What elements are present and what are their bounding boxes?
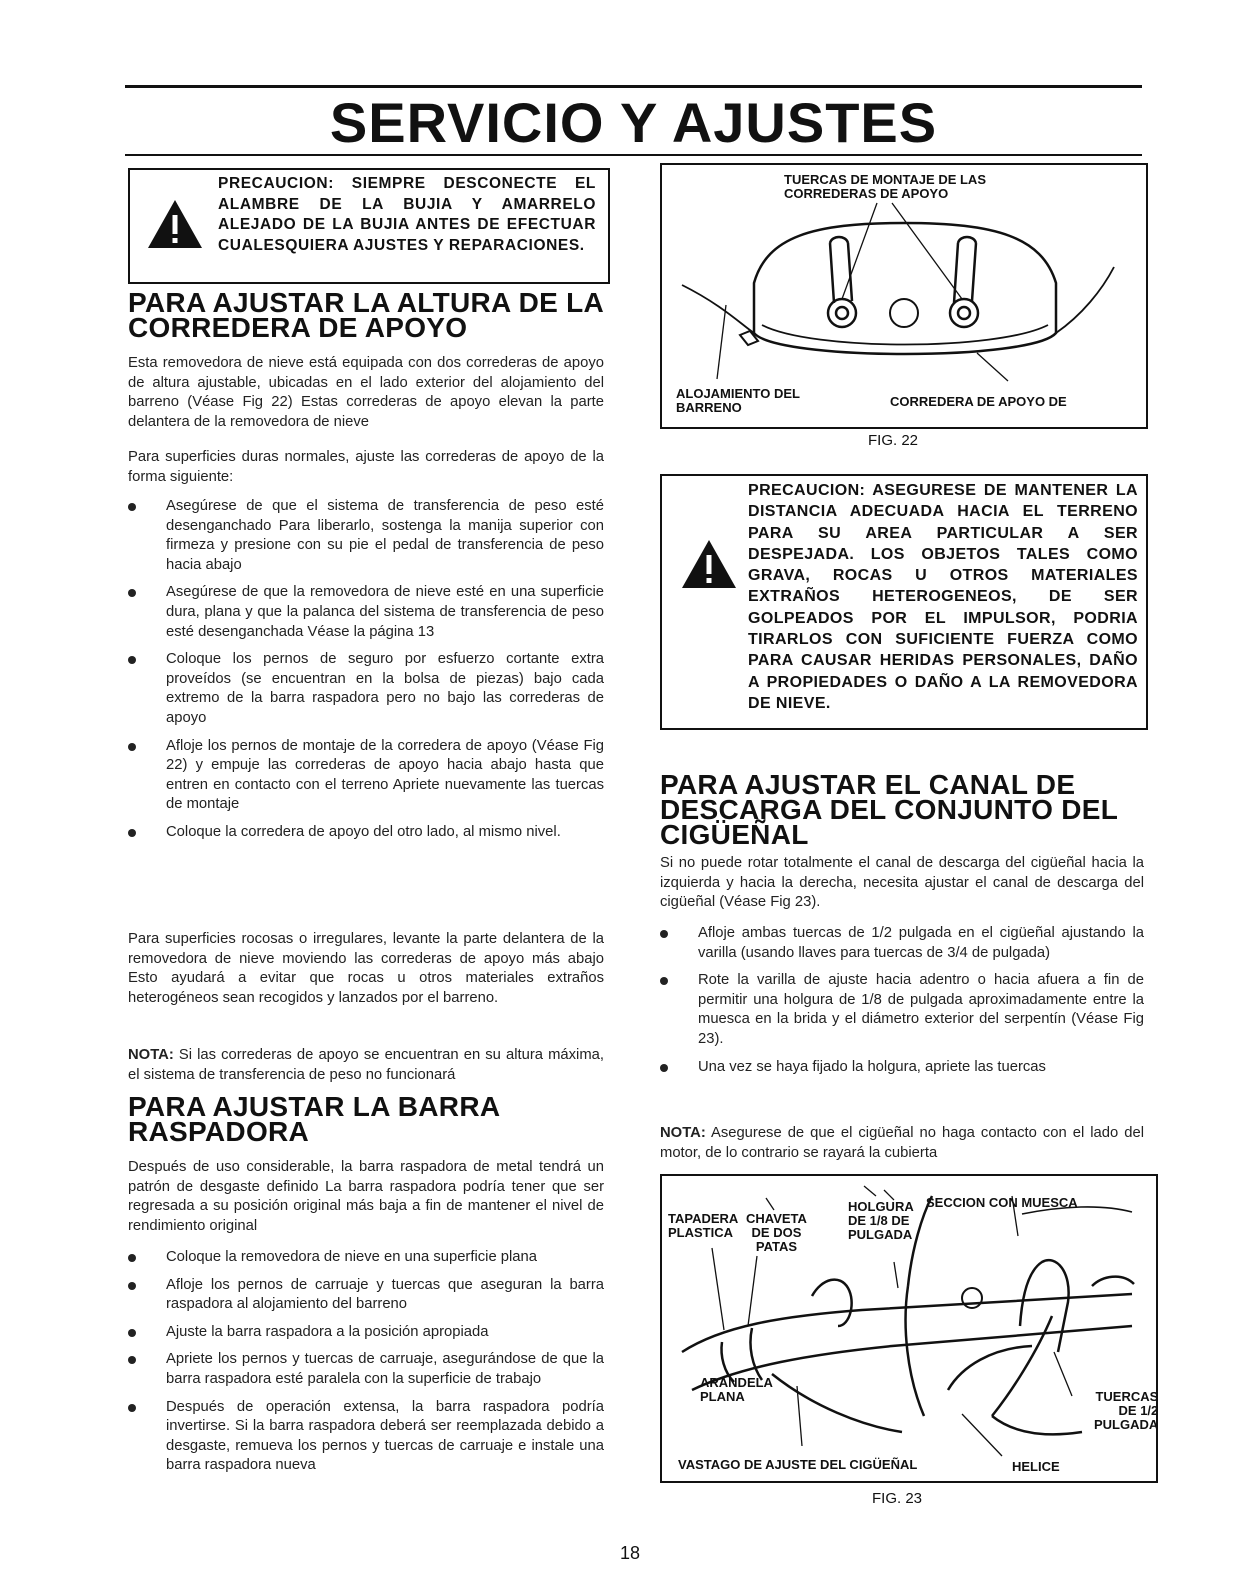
label-chaveta: CHAVETA DE DOS PATAS: [746, 1211, 807, 1254]
label-helice: HELICE: [1012, 1459, 1060, 1474]
heading-line: RASPADORA: [128, 1116, 310, 1147]
note: [660, 1124, 1144, 1163]
caution-box-distance: [660, 474, 1148, 730]
list-item: Una vez se haya fijado la holgura, apriete las tuercas: [660, 1058, 1144, 1078]
bullet-icon: [128, 1254, 136, 1262]
paragraph: Para superficies rocosas o irregulares, levante la parte delantera de la removedora de nieve moviendo las correderas de apoyo más abajo Esto ayudará a evitar que rocas u otros materiales extraños heterogéneos sean recogidos y lanzados por el barreno.: [128, 931, 604, 1006]
note: [128, 1046, 604, 1085]
label-arandela: ARANDELA PLANA: [700, 1375, 773, 1404]
top-rule: [125, 85, 1142, 88]
bullet-icon: [128, 1404, 136, 1412]
list-item: Afloje los pernos de montaje de la corredera de apoyo (Véase Fig 22) y empuje las correderas de apoyo hacia abajo hasta que entren en contacto con el terreno Apriete nuevamente las tuercas de montaje: [128, 737, 604, 815]
figure-caption: FIG. 22: [868, 432, 919, 449]
label-holgura: HOLGURA DE 1/8 DE PULGADA: [848, 1199, 914, 1242]
label-tapadera: TAPADERA PLASTICA: [668, 1211, 739, 1240]
section-heading-altura: [128, 287, 605, 343]
list-item: Coloque la corredera de apoyo del otro lado, al mismo nivel.: [128, 823, 604, 843]
label-seccion-muesca: SECCION CON MUESCA: [926, 1195, 1078, 1210]
page-number: 18: [619, 1543, 641, 1563]
bullet-icon: [128, 589, 136, 597]
label-tuercas-montaje: TUERCAS DE MONTAJE DE LAS CORREDERAS DE APOYO: [784, 172, 986, 201]
label-corredera: CORREDERA DE APOYO DE: [890, 394, 1067, 409]
list-item: Afloje ambas tuercas de 1/2 pulgada en el cigüeñal ajustando la varilla (usando llaves para tuercas de 3/4 de pulgada): [660, 924, 1144, 963]
section-heading-barra: [128, 1091, 501, 1147]
list-item: Ajuste la barra raspadora a la posición apropiada: [128, 1323, 604, 1343]
paragraph: Esta removedora de nieve está equipada con dos correderas de apoyo de altura ajustable, ubicadas en el lado exterior del alojamiento del barreno (Véase Fig 22) Estas correderas de apoyo elevan la parte delantera de la removedora de nieve: [128, 355, 604, 430]
paragraph: Si no puede rotar totalmente el canal de descarga del cigüeñal hacia la izquierda y hacia la derecha, necesita ajustar el canal de descarga del cigüeñal (Véase Fig 23).: [660, 855, 1144, 911]
warning-icon: [680, 538, 738, 590]
list-item: Coloque los pernos de seguro por esfuerzo cortante extra proveídos (se encuentran en la bolsa de piezas) bajo cada extremo de la barra raspadora pero no bajo las correderas de apoyo: [128, 650, 604, 728]
bullet-icon: [128, 829, 136, 837]
list-item: Afloje los pernos de carruaje y tuercas que aseguran la barra raspadora al alojamiento del barreno: [128, 1276, 604, 1315]
figure-22: [660, 163, 1148, 429]
bullet-list: [660, 924, 1144, 1077]
page-title: SERVICIO Y AJUSTES: [329, 91, 938, 154]
caution-box-disconnect: [128, 168, 610, 284]
label-vastago: VASTAGO DE AJUSTE DEL CIGÜEÑAL: [678, 1457, 918, 1472]
list-item: Asegúrese de que el sistema de transferencia de peso esté desenganchado Para liberarlo, sostenga la manija superior con firmeza y presione con su pie el pedal de transferencia de peso hacia abajo: [128, 497, 604, 575]
bullet-icon: [128, 1282, 136, 1290]
list-item: Apriete los pernos y tuercas de carruaje, asegurándose de que la barra raspadora esté paralela con la superficie de trabajo: [128, 1350, 604, 1389]
figure-23: [660, 1174, 1158, 1483]
heading-line: PARA AJUSTAR LA BARRA: [128, 1091, 501, 1122]
bullet-icon: [660, 977, 668, 985]
list-item: Rote la varilla de ajuste hacia adentro o hacia afuera a fin de permitir una holgura de 1/8 de pulgada aproximadamente entre la muesca en la brida y el diámetro exterior del serpentín (Véase Fig 23).: [660, 971, 1144, 1049]
figure-caption: FIG. 23: [872, 1490, 923, 1507]
paragraph: Para superficies duras normales, ajuste las correderas de apoyo de la forma siguiente:: [128, 449, 604, 485]
bullet-list: [128, 1248, 604, 1476]
heading-line: PARA AJUSTAR EL CANAL DE: [660, 769, 1076, 800]
bullet-icon: [660, 930, 668, 938]
heading-line: CORREDERA DE APOYO: [128, 312, 468, 343]
note-label: NOTA:: [128, 1047, 174, 1063]
label-tuercas: TUERCAS DE 1/2 PULGADA: [1094, 1389, 1159, 1432]
heading-line: CIGÜEÑAL: [660, 819, 809, 850]
note-text: Si las correderas de apoyo se encuentran en su altura máxima, el sistema de transferencia de peso no funcionará: [128, 1047, 604, 1083]
title-rule: [125, 154, 1142, 156]
bullet-icon: [660, 1064, 668, 1072]
bullet-icon: [128, 503, 136, 511]
list-item: Después de operación extensa, la barra raspadora podría invertirse. Si la barra raspadora deberá ser reemplazada debido a desgaste, remueva los pernos y tuercas de carruaje e instale una barra raspadora nueva: [128, 1398, 604, 1476]
section-heading-canal: [660, 769, 1119, 850]
list-item: Asegúrese de que la removedora de nieve esté en una superficie dura, plana y que la palanca del sistema de transferencia de peso esté desenganchada Véase la página 13: [128, 583, 604, 642]
note-label: NOTA:: [660, 1125, 706, 1141]
label-alojamiento: ALOJAMIENTO DEL BARRENO: [676, 386, 800, 415]
bullet-icon: [128, 1329, 136, 1337]
list-item: Coloque la removedora de nieve en una superficie plana: [128, 1248, 604, 1268]
bullet-icon: [128, 1356, 136, 1364]
caution-text: PRECAUCION: ASEGURESE DE MANTENER LA DISTANCIA ADECUADA HACIA EL TERRENO PARA SU AREA PARTICULAR A SER DESPEJADA. LOS OBJETOS TALES COMO GRAVA, ROCAS U OTROS MATERIALES EXTRAÑOS HETEROGENEOS, DE SER GOLPEADOS POR EL IMPULSOR, PODRIA TIRARLOS CON SUFICIENTE FUERZA COMO PARA CAUSAR HERIDAS PERSONALES, DAÑO A PROPIEDADES O DAÑO A LA REMOVEDORA DE NIEVE.: [748, 482, 1138, 712]
bullet-icon: [128, 743, 136, 751]
heading-line: DESCARGA DEL CONJUNTO DEL: [660, 794, 1119, 825]
bullet-icon: [128, 656, 136, 664]
paragraph: Después de uso considerable, la barra raspadora de metal tendrá un patrón de desgaste definido La barra raspadora podría tener que ser regresada a su posición original más baja a fin de mantener el nivel de rendimiento original: [128, 1159, 604, 1234]
warning-icon: [146, 198, 204, 250]
bullet-list: [128, 497, 604, 843]
note-text: Asegurese de que el cigüeñal no haga contacto con el lado del motor, de lo contrario se rayará la cubierta: [660, 1125, 1144, 1161]
caution-text: PRECAUCION: SIEMPRE DESCONECTE EL ALAMBRE DE LA BUJIA Y AMARRELO ALEJADO DE LA BUJIA ANTES DE EFECTUAR CUALESQUIERA AJUSTES Y REPARACIONES.: [218, 175, 596, 254]
heading-line: PARA AJUSTAR LA ALTURA DE LA: [128, 287, 605, 318]
